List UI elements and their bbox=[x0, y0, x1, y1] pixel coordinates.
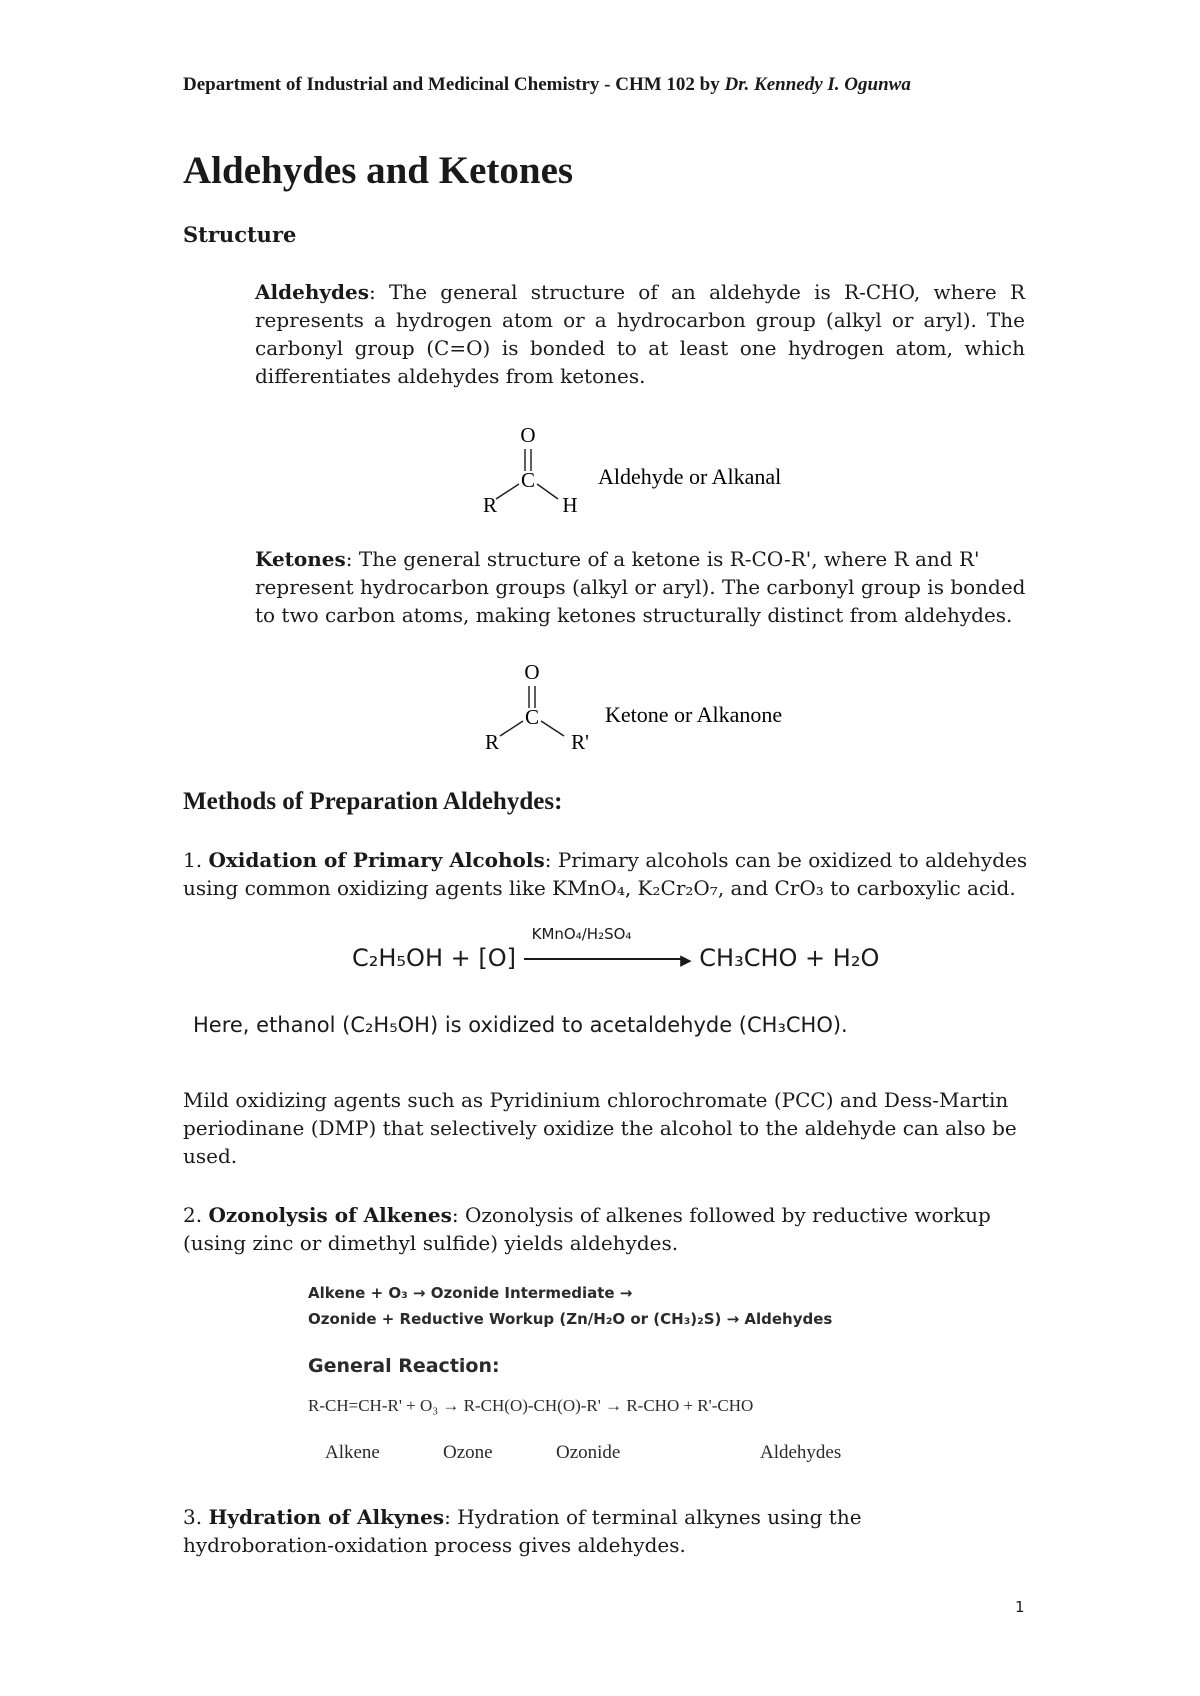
header-author: Dr. Kennedy I. Ogunwa bbox=[724, 74, 911, 95]
method-3-text: : Hydration of terminal alkynes using the hydroboration-oxidation process gives aldehydes. bbox=[183, 1505, 862, 1557]
equation-reagent: KMnO₄/H₂SO₄ bbox=[531, 925, 632, 943]
ketone-r-label: R bbox=[484, 730, 500, 754]
method-1-term: Oxidation of Primary Alcohols bbox=[208, 848, 545, 872]
aldehyde-c-label: C bbox=[520, 468, 536, 492]
aldehyde-text: : The general structure of an aldehyde is R-CHO, where R represents a hydrogen atom or a hydrocarbon group (alkyl or aryl). The carbonyl group (C=O) is bonded to at least one hydrogen atom, which differentiates aldehydes from ketones. bbox=[255, 280, 1025, 388]
header-course: Department of Industrial and Medicinal Chemistry - CHM 102 by bbox=[183, 74, 720, 95]
ketone-diagram-caption: Ketone or Alkanone bbox=[605, 702, 783, 727]
method-2-term: Ozonolysis of Alkenes bbox=[208, 1203, 452, 1227]
method-3-term: Hydration of Alkynes bbox=[208, 1505, 445, 1529]
equation-product: CH₃CHO bbox=[699, 944, 798, 972]
aldehyde-term: Aldehydes bbox=[255, 280, 369, 304]
equation-oxidant: [O] bbox=[478, 944, 516, 972]
method-3-paragraph bbox=[183, 1503, 1003, 1559]
structure-heading: Structure bbox=[183, 222, 297, 247]
aldehyde-structure-diagram bbox=[470, 418, 830, 518]
page-title: Aldehydes and Ketones bbox=[183, 149, 574, 192]
page-header bbox=[183, 74, 1033, 96]
method-1-paragraph bbox=[183, 846, 1043, 902]
label-alkene: Alkene bbox=[325, 1442, 380, 1463]
aldehyde-o-label: O bbox=[520, 423, 536, 447]
ketone-c-label: C bbox=[524, 705, 540, 729]
method-1-number: 1. bbox=[183, 848, 203, 872]
general-reaction-heading: General Reaction: bbox=[308, 1355, 500, 1377]
equation-water: H₂O bbox=[832, 944, 880, 972]
label-ozonide: Ozonide bbox=[556, 1442, 621, 1463]
aldehyde-diagram-caption: Aldehyde or Alkanal bbox=[598, 464, 782, 489]
equation-plus-2: + bbox=[805, 944, 826, 972]
aldehyde-h-label: H bbox=[562, 493, 578, 517]
ketone-r-prime-label: R' bbox=[571, 730, 589, 754]
ketone-text: : The general structure of a ketone is R-CO-R', where R and R' represent hydrocarbon groups (alkyl or aryl). The carbonyl group is bonded to two carbon atoms, making ketones structurally distinct from aldehydes. bbox=[255, 547, 1026, 627]
oxidation-equation bbox=[352, 925, 880, 972]
label-ozone: Ozone bbox=[443, 1442, 493, 1463]
ketone-paragraph bbox=[255, 545, 1045, 629]
equation-plus-1: + bbox=[450, 944, 471, 972]
ozonolysis-line-2: Ozonide + Reductive Workup (Zn/H₂O or (CH₃)₂S) → Aldehydes bbox=[308, 1310, 833, 1328]
ozonolysis-scheme bbox=[308, 1284, 832, 1328]
method-1-text: : Primary alcohols can be oxidized to aldehydes using common oxidizing agents like KMnO₄, K₂Cr₂O₇, and CrO₃ to carboxylic acid. bbox=[183, 848, 1028, 900]
method-2-paragraph bbox=[183, 1201, 1003, 1257]
page-number: 1 bbox=[1015, 1598, 1025, 1616]
methods-heading: Methods of Preparation Aldehydes: bbox=[183, 788, 563, 815]
ozonolysis-line-1: Alkene + O₃ → Ozonide Intermediate → bbox=[308, 1284, 633, 1302]
general-reaction: R-CH=CH-R' + O₃ → R-CH(O)-CH(O)-R' → R-CHO + R'-CHO bbox=[308, 1396, 754, 1415]
reaction-arrow: KMnO₄/H₂SO₄ ▶ bbox=[524, 947, 692, 971]
method-3-number: 3. bbox=[183, 1505, 203, 1529]
ketone-structure-diagram bbox=[472, 655, 832, 755]
equation-note: Here, ethanol (C₂H₅OH) is oxidized to acetaldehyde (CH₃CHO). bbox=[193, 1013, 848, 1037]
label-aldehydes: Aldehydes bbox=[760, 1442, 842, 1463]
ketone-term: Ketones bbox=[255, 547, 346, 571]
aldehyde-paragraph bbox=[255, 278, 1025, 390]
equation-reactant: C₂H₅OH bbox=[352, 944, 443, 972]
method-2-number: 2. bbox=[183, 1203, 203, 1227]
mild-oxidizers-paragraph: Mild oxidizing agents such as Pyridinium chlorochromate (PCC) and Dess-Martin periodinane (DMP) that selectively oxidize the alcohol to the aldehyde can also be used. bbox=[183, 1088, 1017, 1168]
ketone-o-label: O bbox=[524, 660, 540, 684]
aldehyde-r-label: R bbox=[482, 493, 498, 517]
method-2-text: : Ozonolysis of alkenes followed by reductive workup (using zinc or dimethyl sulfide) yields aldehydes. bbox=[183, 1203, 991, 1255]
